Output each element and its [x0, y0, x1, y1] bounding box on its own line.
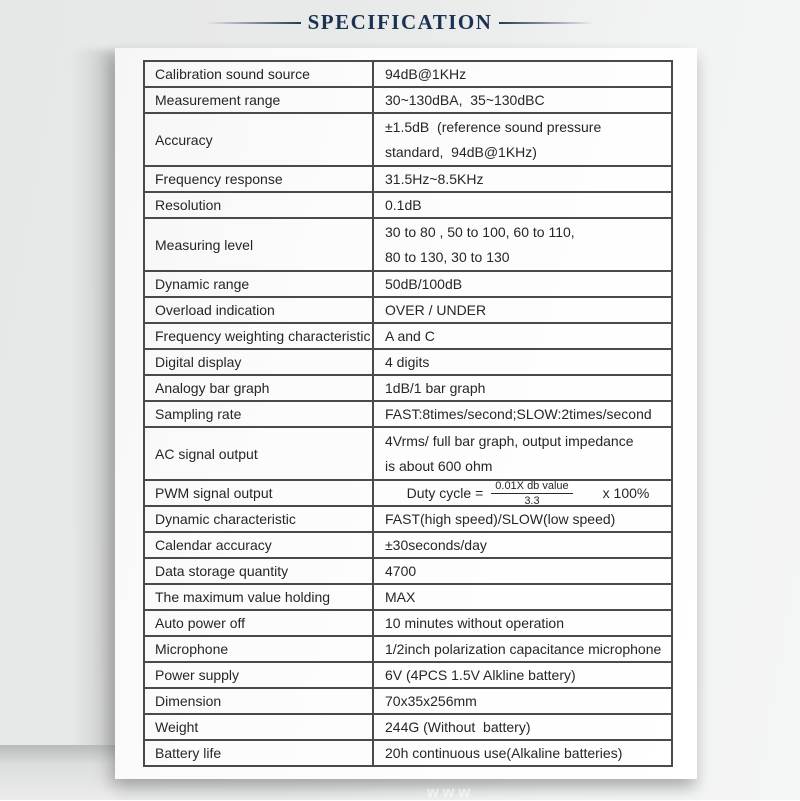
spec-sheet [115, 48, 697, 801]
spec-label: Frequency weighting characteristic [145, 324, 374, 348]
table-row [145, 400, 671, 426]
spec-value-line: 0.1dB [385, 196, 422, 213]
spec-label: Dynamic range [145, 272, 374, 296]
spec-label: Sampling rate [145, 402, 374, 426]
spec-value-line: 1dB/1 bar graph [385, 379, 486, 396]
spec-label: Weight [145, 715, 374, 739]
table-row [145, 217, 671, 270]
spec-label: Battery life [145, 741, 374, 765]
spec-value-line: 10 minutes without operation [385, 614, 564, 631]
spec-value-line: standard, 94dB@1KHz) [385, 143, 537, 160]
spec-value-line: ±1.5dB (reference sound pressure [385, 118, 602, 135]
spec-label: Calendar accuracy [145, 533, 374, 557]
spec-value [374, 533, 671, 557]
table-row [145, 165, 671, 191]
table-row [145, 557, 671, 583]
formula-suffix: x 100% [602, 485, 650, 501]
spec-value [374, 428, 671, 479]
spec-value-line: 6V (4PCS 1.5V Alkline battery) [385, 666, 576, 683]
formula-fraction [491, 480, 572, 507]
spec-value-line: 244G (Without battery) [385, 718, 531, 735]
spec-value [374, 507, 671, 531]
spec-value [374, 481, 671, 505]
title-rule-right [499, 22, 594, 24]
spec-value [374, 689, 671, 713]
table-row [145, 374, 671, 400]
spec-value [374, 193, 671, 217]
formula-numerator: 0.01X db value [491, 480, 572, 494]
spec-value-line: 1/2inch polarization capacitance microphone [385, 640, 662, 657]
table-row [145, 713, 671, 739]
spec-value-line: MAX [385, 588, 416, 605]
spec-value-line: 70x35x256mm [385, 692, 477, 709]
spec-value [374, 167, 671, 191]
spec-value-line: 4 digits [385, 353, 430, 370]
spec-label: PWM signal output [145, 481, 374, 505]
table-row [145, 609, 671, 635]
table-row [145, 635, 671, 661]
table-row [145, 60, 671, 86]
formula-denominator: 3.3 [524, 494, 540, 507]
table-row [145, 661, 671, 687]
spec-value [374, 114, 671, 165]
spec-label: Resolution [145, 193, 374, 217]
table-row [145, 687, 671, 713]
spec-value [374, 62, 671, 86]
spec-label: AC signal output [145, 428, 374, 479]
spec-value [374, 402, 671, 426]
table-row [145, 426, 671, 479]
spec-label: The maximum value holding [145, 585, 374, 609]
spec-value [374, 585, 671, 609]
title-rule-left [206, 22, 301, 24]
spec-value [374, 298, 671, 322]
table-row [145, 583, 671, 609]
spec-value-line: 4Vrms/ full bar graph, output impedance [385, 432, 634, 449]
spec-value [374, 219, 671, 270]
spec-value [374, 715, 671, 739]
board-side-shadow [72, 50, 116, 750]
spec-label: Calibration sound source [145, 62, 374, 86]
spec-value-line: is about 600 ohm [385, 457, 493, 474]
formula-prefix: Duty cycle = [406, 485, 484, 501]
spec-value [374, 272, 671, 296]
table-row [145, 505, 671, 531]
spec-value [374, 741, 671, 765]
spec-table [143, 60, 673, 767]
spec-label: Microphone [145, 637, 374, 661]
table-row [145, 112, 671, 165]
table-row [145, 739, 671, 765]
spec-value-line: ±30seconds/day [385, 536, 487, 553]
title-row [0, 10, 800, 35]
floor-edge [0, 745, 118, 800]
spec-value-line: A and C [385, 327, 435, 344]
spec-value-line: 4700 [385, 562, 417, 579]
spec-label: Data storage quantity [145, 559, 374, 583]
spec-label: Auto power off [145, 611, 374, 635]
spec-label: Frequency response [145, 167, 374, 191]
spec-value [374, 637, 671, 661]
spec-value [374, 559, 671, 583]
spec-value-line: FAST(high speed)/SLOW(low speed) [385, 510, 616, 527]
spec-label: Dimension [145, 689, 374, 713]
table-row [145, 270, 671, 296]
watermark: www [427, 784, 475, 801]
spec-label: Measurement range [145, 88, 374, 112]
spec-value-line: 31.5Hz~8.5KHz [385, 170, 484, 187]
table-row [145, 322, 671, 348]
spec-label: Accuracy [145, 114, 374, 165]
table-row [145, 191, 671, 217]
spec-value-line: 30~130dBA, 35~130dBC [385, 91, 545, 108]
page-title: SPECIFICATION [307, 10, 493, 34]
spec-label: Power supply [145, 663, 374, 687]
spec-value [374, 88, 671, 112]
spec-label: Analogy bar graph [145, 376, 374, 400]
spec-value-line: 94dB@1KHz [385, 65, 467, 82]
spec-value [374, 663, 671, 687]
spec-value [374, 376, 671, 400]
spec-value-line: 30 to 80 , 50 to 100, 60 to 110, [385, 223, 575, 240]
spec-value-line: 50dB/100dB [385, 275, 463, 292]
table-row [145, 86, 671, 112]
spec-value [374, 350, 671, 374]
spec-value [374, 324, 671, 348]
table-row [145, 479, 671, 505]
spec-label: Measuring level [145, 219, 374, 270]
table-row [145, 348, 671, 374]
spec-value-line: FAST:8times/second;SLOW:2times/second [385, 405, 652, 422]
spec-value-line: 80 to 130, 30 to 130 [385, 248, 510, 265]
spec-value [374, 611, 671, 635]
spec-label: Dynamic characteristic [145, 507, 374, 531]
table-row [145, 531, 671, 557]
table-row [145, 296, 671, 322]
spec-label: Digital display [145, 350, 374, 374]
spec-label: Overload indication [145, 298, 374, 322]
spec-value-line: 20h continuous use(Alkaline batteries) [385, 744, 623, 761]
spec-value-line: OVER / UNDER [385, 301, 487, 318]
